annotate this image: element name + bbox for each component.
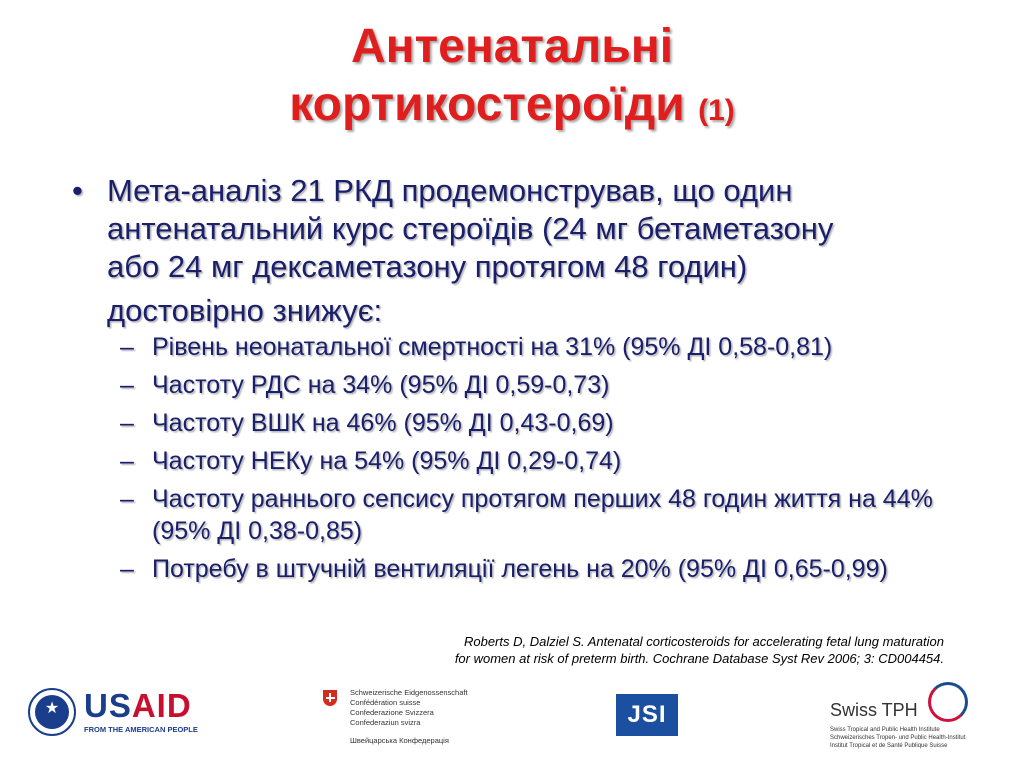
- title-line-1: Антенатальні: [350, 20, 674, 73]
- swiss-tph-line: Institut Tropical et de Santé Publique Suisse: [830, 743, 948, 749]
- sub-bullet-item: [120, 553, 950, 585]
- sub-bullet-text: Частоту НЕКу на 54% (95% ДІ 0,29-0,74): [152, 447, 622, 475]
- sub-bullet-item: [120, 407, 950, 439]
- main-bullet-line-4: достовірно знижує:: [107, 293, 383, 328]
- swiss-name-line: Confederazione Svizzera: [350, 708, 434, 717]
- main-bullet-line-3: або 24 мг дексаметазону протягом 48 годин): [107, 249, 748, 284]
- title-line-2-text: кортикостероїди: [289, 78, 685, 131]
- dash-marker: –: [120, 409, 134, 437]
- usaid-logo: [28, 687, 198, 740]
- dash-marker: –: [120, 333, 134, 361]
- usaid-wordmark-us: US: [84, 687, 132, 724]
- swiss-tph-subtitle: [830, 726, 965, 750]
- swiss-tph-mark-icon: [928, 682, 968, 722]
- swiss-tph-name: Swiss TPH: [830, 700, 918, 720]
- sub-bullet-text: Частоту ВШК на 46% (95% ДІ 0,43-0,69): [152, 409, 614, 437]
- bullet-marker: •: [72, 173, 83, 208]
- main-bullet-line-2: антенатальний курс стероїдів (24 мг бетаметазону: [107, 211, 834, 246]
- sub-bullet-text: Потребу в штучній вентиляції легень на 20% (95% ДІ 0,65-0,99): [152, 555, 888, 583]
- dash-marker: –: [120, 555, 134, 583]
- swiss-confederation-logo: [323, 688, 483, 748]
- usaid-seal-icon: ★: [28, 688, 76, 736]
- dash-marker: –: [120, 371, 134, 399]
- usaid-wordmark: [84, 688, 192, 724]
- swiss-tph-line: Schweizerisches Tropen- und Public Health-Institut: [830, 735, 966, 741]
- title-line-2: [0, 76, 1024, 140]
- swiss-tph-line: Swiss Tropical and Public Health Institute: [830, 727, 940, 733]
- sub-bullet-text: Рівень неонатальної смертності на 31% (95% ДІ 0,58-0,81): [152, 333, 833, 361]
- swiss-name-ukrainian: Швейцарська Конфедерація: [350, 736, 449, 745]
- usaid-wordmark-aid: AID: [131, 687, 192, 724]
- title-number: (1): [698, 94, 735, 127]
- citation-line-1: Roberts D, Dalziel S. Antenatal corticosteroids for accelerating fetal lung maturation: [463, 634, 944, 649]
- swiss-cross-icon: [323, 690, 337, 706]
- slide-title: [0, 18, 1024, 140]
- sub-bullet-text: Частоту РДС на 34% (95% ДІ 0,59-0,73): [152, 371, 610, 399]
- sub-bullet-item: [120, 331, 950, 363]
- swiss-name-line: Confédération suisse: [350, 698, 421, 707]
- sub-bullet-list: [120, 331, 950, 591]
- sub-bullet-item: [120, 369, 950, 401]
- sub-bullet-item: [120, 483, 950, 547]
- sub-bullet-item: [120, 445, 950, 477]
- sub-bullet-text: Частоту раннього сепсису протягом перших 48 годин життя на 44% (95% ДІ 0,38-0,85): [152, 485, 933, 545]
- main-bullet-line-1: Мета-аналіз 21 РКД продемонстрував, що один: [107, 173, 793, 208]
- swiss-name-line: Confederaziun svizra: [350, 718, 421, 727]
- main-bullet-text: [107, 172, 947, 330]
- dash-marker: –: [120, 447, 134, 475]
- swiss-name-line: Schweizerische Eidgenossenschaft: [350, 688, 468, 697]
- citation: [384, 633, 944, 667]
- swiss-names: [350, 688, 468, 728]
- swiss-tph-logo: [830, 682, 980, 762]
- citation-line-2: for women at risk of preterm birth. Cochrane Database Syst Rev 2006; 3: CD004454.: [454, 651, 944, 666]
- dash-marker: –: [120, 485, 134, 513]
- usaid-tagline: FROM THE AMERICAN PEOPLE: [84, 725, 198, 734]
- jsi-logo: JSI: [616, 694, 678, 736]
